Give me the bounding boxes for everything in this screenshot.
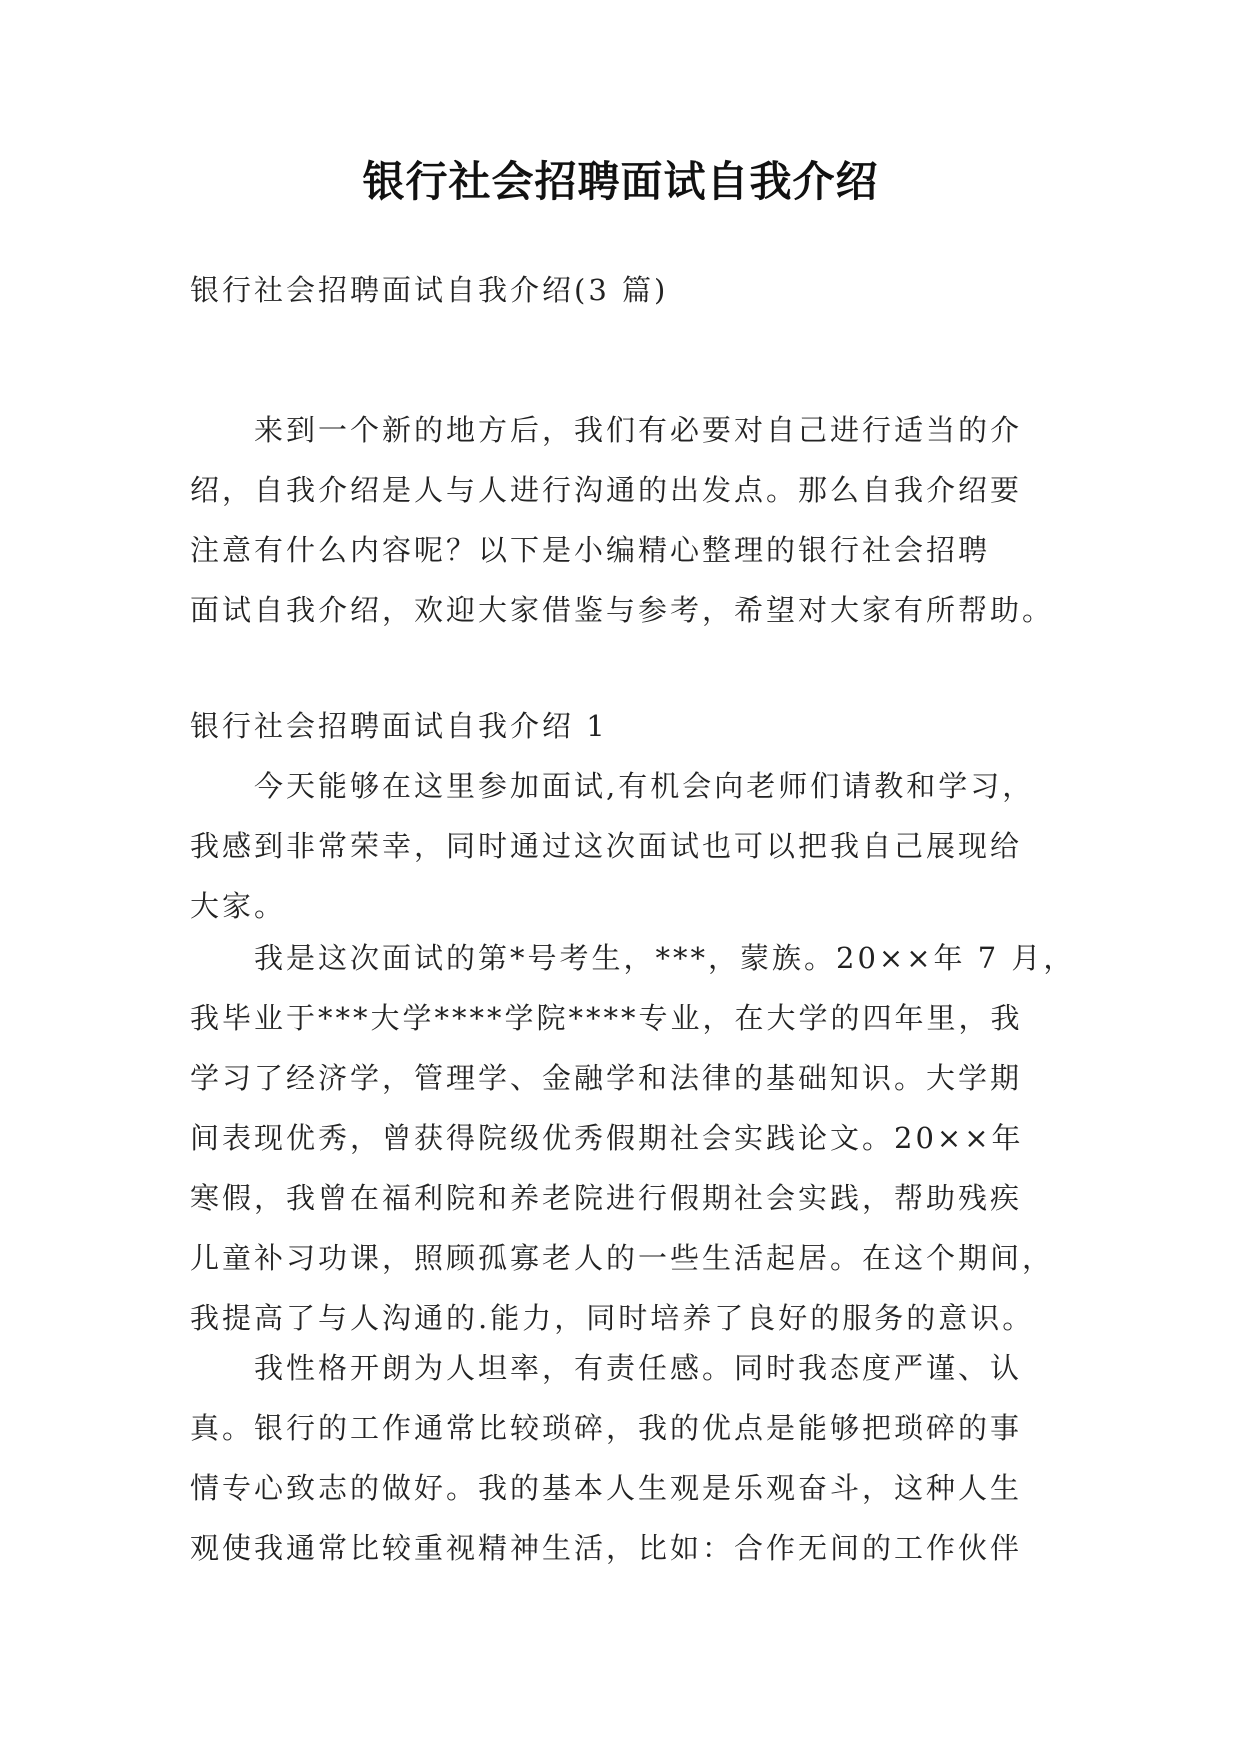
document-title: 银行社会招聘面试自我介绍 xyxy=(362,157,879,206)
intro-line: 面试自我介绍，欢迎大家借鉴与参考，希望对大家有所帮助。 xyxy=(190,593,1055,627)
paragraph-line: 寒假，我曾在福利院和养老院进行假期社会实践，帮助残疾 xyxy=(190,1181,1023,1215)
paragraph-line: 真。银行的工作通常比较琐碎，我的优点是能够把琐碎的事 xyxy=(190,1411,1023,1445)
paragraph-line: 我毕业于***大学****学院****专业，在大学的四年里，我 xyxy=(190,1001,1023,1035)
paragraph-line: 我提高了与人沟通的.能力，同时培养了良好的服务的意识。 xyxy=(190,1301,1035,1335)
intro-line: 绍，自我介绍是人与人进行沟通的出发点。那么自我介绍要 xyxy=(190,473,1023,507)
paragraph-line: 大家。 xyxy=(190,889,287,923)
paragraph-line: 情专心致志的做好。我的基本人生观是乐观奋斗，这种人生 xyxy=(190,1471,1023,1505)
intro-line: 注意有什么内容呢？以下是小编精心整理的银行社会招聘 xyxy=(190,533,991,567)
paragraph-1 xyxy=(190,756,1060,936)
intro-paragraph xyxy=(190,400,1060,640)
paragraph-line: 观使我通常比较重视精神生活，比如：合作无间的工作伙伴 xyxy=(190,1531,1023,1565)
paragraph-line: 学习了经济学，管理学、金融学和法律的基础知识。大学期 xyxy=(190,1061,1023,1095)
paragraph-line: 间表现优秀，曾获得院级优秀假期社会实践论文。20××年 xyxy=(190,1121,1024,1155)
paragraph-line: 我性格开朗为人坦率，有责任感。同时我态度严谨、认 xyxy=(254,1351,1023,1385)
paragraph-3 xyxy=(190,1338,1060,1578)
intro-line: 来到一个新的地方后，我们有必要对自己进行适当的介 xyxy=(254,413,1023,447)
section-heading: 银行社会招聘面试自我介绍 1 xyxy=(190,709,608,743)
paragraph-line: 儿童补习功课，照顾孤寡老人的一些生活起居。在这个期间， xyxy=(190,1241,1055,1275)
paragraph-line: 我感到非常荣幸，同时通过这次面试也可以把我自己展现给 xyxy=(190,829,1023,863)
document-subtitle: 银行社会招聘面试自我介绍(3 篇) xyxy=(190,273,669,307)
paragraph-line: 今天能够在这里参加面试,有机会向老师们请教和学习， xyxy=(254,769,1035,803)
paragraph-2 xyxy=(190,928,1076,1348)
paragraph-line: 我是这次面试的第*号考生，***，蒙族。20××年 7 月， xyxy=(254,941,1076,975)
